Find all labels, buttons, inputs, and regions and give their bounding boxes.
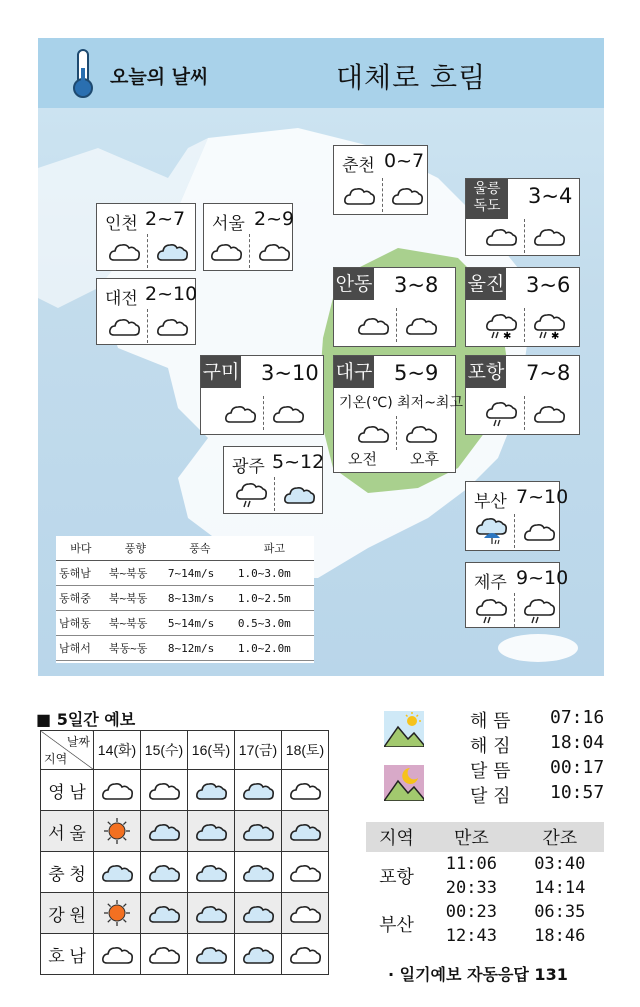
partly-cloudy-icon bbox=[188, 898, 234, 928]
partly-cloudy-icon bbox=[141, 898, 187, 928]
forecast-phone-info: · 일기예보 자동응답 131 bbox=[388, 965, 568, 984]
sea-cell: 북동~동 bbox=[106, 636, 165, 661]
partly-cloudy-icon bbox=[141, 857, 187, 887]
cloud-icon bbox=[141, 939, 187, 969]
tide-location: 포항 bbox=[379, 867, 414, 887]
pm-cloud-icon bbox=[404, 418, 438, 446]
tide-high: 20:33 bbox=[445, 878, 497, 898]
city-name: 대전 bbox=[105, 289, 138, 309]
city-daejeon bbox=[96, 278, 196, 345]
forecast-cell bbox=[94, 770, 141, 811]
city-temp-range: 5~9 bbox=[394, 361, 439, 385]
am-pm-divider bbox=[147, 234, 148, 268]
sea-cell: 7~14m/s bbox=[165, 561, 235, 586]
city-name: 포항 bbox=[466, 356, 506, 388]
forecast-cell bbox=[235, 934, 282, 975]
am-pm-divider bbox=[514, 593, 515, 627]
cloud-icon bbox=[282, 857, 328, 887]
city-andong bbox=[333, 267, 456, 347]
city-temp-range: 7~10 bbox=[516, 486, 569, 508]
tide-header: 간조 bbox=[516, 822, 604, 852]
city-temp-range: 5~12 bbox=[272, 451, 325, 473]
corner-region-label: 지역 bbox=[44, 752, 68, 766]
city-gumi bbox=[200, 355, 324, 435]
city-name: 춘천 bbox=[342, 156, 375, 176]
cloud-icon bbox=[94, 775, 140, 805]
forecast-cell bbox=[141, 811, 188, 852]
sun-icon bbox=[94, 898, 140, 928]
forecast-day: 18(토) bbox=[282, 731, 329, 770]
forecast-cell bbox=[188, 811, 235, 852]
sunrise-row bbox=[470, 707, 605, 733]
header-label: 오늘의 날씨 bbox=[110, 66, 209, 88]
city-chuncheon bbox=[333, 145, 428, 215]
sea-header: 풍향 bbox=[106, 536, 165, 561]
tide-row bbox=[366, 852, 604, 876]
sea-row bbox=[56, 611, 314, 636]
sea-row bbox=[56, 586, 314, 611]
partly-cloudy-icon bbox=[188, 775, 234, 805]
forecast-cell bbox=[141, 893, 188, 934]
astro-panel bbox=[380, 707, 608, 817]
sunrise-time: 07:16 bbox=[550, 707, 605, 728]
sunset-label: 해 짐 bbox=[470, 736, 511, 757]
am-rain-icon bbox=[474, 595, 508, 623]
am-pm-divider bbox=[147, 309, 148, 343]
am-pm-divider bbox=[524, 219, 525, 253]
partly-cloudy-icon bbox=[235, 857, 281, 887]
sea-cell: 북~북동 bbox=[106, 586, 165, 611]
city-daegu bbox=[333, 355, 463, 473]
temp-legend: 기온(℃) 최저~최고 bbox=[339, 395, 463, 411]
sunset-row bbox=[470, 732, 605, 758]
pm-cloud-icon bbox=[532, 398, 566, 426]
am-pm-divider bbox=[524, 308, 525, 342]
am-cloud-icon bbox=[484, 221, 518, 249]
sea-cell: 동해남 bbox=[56, 561, 106, 586]
city-name: 울진 bbox=[466, 268, 506, 300]
city-name: 서울 bbox=[212, 214, 245, 234]
sea-header: 파고 bbox=[235, 536, 314, 561]
forecast-row bbox=[41, 811, 329, 852]
am-pm-divider bbox=[524, 396, 525, 430]
am-rain-icon bbox=[234, 479, 268, 507]
city-name: 부산 bbox=[474, 492, 507, 512]
moonrise-label: 달 뜸 bbox=[470, 761, 511, 782]
tide-high: 11:06 bbox=[445, 854, 497, 874]
forecast-region: 충 청 bbox=[41, 852, 94, 893]
am-pm-divider bbox=[396, 416, 397, 450]
sea-cell: 1.0~3.0m bbox=[235, 561, 314, 586]
sea-cell: 북~북동 bbox=[106, 561, 165, 586]
partly-cloudy-icon bbox=[141, 816, 187, 846]
forecast-day: 16(목) bbox=[188, 731, 235, 770]
partly-cloudy-icon bbox=[188, 857, 234, 887]
pm-cloud-icon bbox=[155, 311, 189, 339]
forecast-table bbox=[40, 730, 329, 975]
tide-header: 만조 bbox=[427, 822, 515, 852]
pm-cloud-icon bbox=[532, 221, 566, 249]
forecast-cell bbox=[94, 852, 141, 893]
tide-table bbox=[366, 822, 604, 948]
am-cloud-icon bbox=[356, 310, 390, 338]
city-temp-range: 3~4 bbox=[528, 184, 573, 208]
moonrise-row bbox=[470, 757, 605, 783]
sea-header: 바다 bbox=[56, 536, 106, 561]
partly-cloudy-icon bbox=[235, 816, 281, 846]
moonrise-time: 00:17 bbox=[550, 757, 605, 778]
forecast-region: 강 원 bbox=[41, 893, 94, 934]
forecast-day: 15(수) bbox=[141, 731, 188, 770]
moonset-label: 달 짐 bbox=[470, 786, 511, 807]
city-name: 울릉 독도 bbox=[466, 179, 508, 219]
pm-rain-snow-icon bbox=[532, 310, 566, 338]
sea-cell: 0.5~3.0m bbox=[235, 611, 314, 636]
partly-cloudy-icon bbox=[235, 939, 281, 969]
forecast-cell bbox=[282, 893, 329, 934]
cloud-icon bbox=[141, 775, 187, 805]
city-seoul bbox=[203, 203, 293, 271]
forecast-cell bbox=[94, 893, 141, 934]
forecast-cell bbox=[282, 811, 329, 852]
sea-cell: 남해동 bbox=[56, 611, 106, 636]
tide-header: 지역 bbox=[366, 822, 427, 852]
am-pm-divider bbox=[396, 308, 397, 342]
city-ulleung bbox=[465, 178, 580, 256]
pm-rain-icon bbox=[522, 595, 556, 623]
am-pm-divider bbox=[263, 396, 264, 430]
city-temp-range: 3~6 bbox=[526, 273, 571, 297]
partly-cloudy-icon bbox=[235, 898, 281, 928]
moonset-time: 10:57 bbox=[550, 782, 605, 803]
forecast-cell bbox=[188, 852, 235, 893]
forecast-cell bbox=[141, 852, 188, 893]
sea-row bbox=[56, 636, 314, 661]
pm-cloud-icon bbox=[522, 516, 556, 544]
moonrise-mountain-icon bbox=[384, 765, 424, 801]
tide-low: 03:40 bbox=[534, 854, 586, 874]
pm-label: 오후 bbox=[410, 450, 439, 468]
city-temp-range: 3~8 bbox=[394, 273, 439, 297]
pm-partly-cloudy-icon bbox=[155, 236, 189, 264]
city-name: 안동 bbox=[334, 268, 374, 300]
am-rain-snow-icon bbox=[484, 310, 518, 338]
forecast-corner bbox=[41, 731, 94, 770]
city-temp-range: 2~10 bbox=[145, 283, 198, 305]
tide-low: 18:46 bbox=[534, 926, 586, 946]
sea-row bbox=[56, 561, 314, 586]
thermometer-icon bbox=[70, 48, 96, 98]
sun-icon bbox=[94, 816, 140, 846]
corner-date-label: 날짜 bbox=[66, 735, 90, 749]
pm-cloud-icon bbox=[271, 398, 305, 426]
forecast-cell bbox=[282, 852, 329, 893]
city-pohang bbox=[465, 355, 580, 435]
city-name: 대구 bbox=[334, 356, 374, 388]
tide-row bbox=[366, 900, 604, 924]
city-temp-range: 2~7 bbox=[145, 208, 186, 230]
forecast-region: 영 남 bbox=[41, 770, 94, 811]
sea-cell: 남해서 bbox=[56, 636, 106, 661]
cloud-icon bbox=[282, 939, 328, 969]
sea-cell: 1.0~2.5m bbox=[235, 586, 314, 611]
city-gwangju bbox=[223, 446, 323, 514]
tide-low: 06:35 bbox=[534, 902, 586, 922]
am-cloud-icon bbox=[223, 398, 257, 426]
city-busan bbox=[465, 481, 569, 551]
forecast-cell bbox=[282, 770, 329, 811]
forecast-day: 14(화) bbox=[94, 731, 141, 770]
sea-table bbox=[56, 536, 314, 663]
forecast-region: 호 남 bbox=[41, 934, 94, 975]
am-cloud-icon bbox=[342, 180, 376, 208]
sea-cell: 8~13m/s bbox=[165, 586, 235, 611]
pm-partly-cloudy-icon bbox=[282, 479, 316, 507]
am-pm-divider bbox=[249, 234, 250, 268]
tide-location: 부산 bbox=[379, 915, 414, 935]
moonset-row bbox=[470, 782, 605, 808]
city-name: 구미 bbox=[201, 356, 241, 388]
cloud-icon bbox=[94, 939, 140, 969]
map-header bbox=[38, 38, 604, 108]
partly-cloudy-icon bbox=[188, 816, 234, 846]
tide-low: 14:14 bbox=[534, 878, 586, 898]
forecast-row bbox=[41, 852, 329, 893]
partly-cloudy-icon bbox=[235, 775, 281, 805]
sunrise-label: 해 뜸 bbox=[470, 711, 511, 732]
forecast-cell bbox=[188, 893, 235, 934]
am-cloud-icon bbox=[356, 418, 390, 446]
forecast-cell bbox=[188, 934, 235, 975]
tide-high: 12:43 bbox=[445, 926, 497, 946]
am-cloud-icon bbox=[209, 236, 243, 264]
am-label: 오전 bbox=[348, 450, 377, 468]
forecast-cell bbox=[94, 934, 141, 975]
sunset-time: 18:04 bbox=[550, 732, 605, 753]
forecast-cell bbox=[235, 811, 282, 852]
forecast-region: 서 울 bbox=[41, 811, 94, 852]
forecast-title: ■ 5일간 예보 bbox=[36, 710, 136, 729]
city-name: 인천 bbox=[105, 214, 138, 234]
sea-cell: 8~12m/s bbox=[165, 636, 235, 661]
sea-cell: 동해중 bbox=[56, 586, 106, 611]
forecast-day: 17(금) bbox=[235, 731, 282, 770]
pm-cloud-icon bbox=[404, 310, 438, 338]
forecast-cell bbox=[235, 893, 282, 934]
forecast-cell bbox=[235, 852, 282, 893]
sea-cell: 5~14m/s bbox=[165, 611, 235, 636]
forecast-row bbox=[41, 893, 329, 934]
forecast-cell bbox=[282, 934, 329, 975]
forecast-cell bbox=[141, 934, 188, 975]
city-jeju bbox=[465, 562, 569, 628]
tide-high: 00:23 bbox=[445, 902, 497, 922]
am-pm-divider bbox=[382, 178, 383, 212]
pm-cloud-icon bbox=[390, 180, 424, 208]
am-umbrella-rain-icon bbox=[474, 516, 508, 544]
am-cloud-icon bbox=[107, 236, 141, 264]
forecast-cell bbox=[235, 770, 282, 811]
city-temp-range: 9~10 bbox=[516, 567, 569, 589]
sea-cell: 북~북동 bbox=[106, 611, 165, 636]
forecast-cell bbox=[141, 770, 188, 811]
city-temp-range: 7~8 bbox=[526, 361, 571, 385]
weather-summary: 대체로 흐림 bbox=[336, 61, 487, 94]
am-rain-icon bbox=[484, 398, 518, 426]
svg-text:✱: ✱ bbox=[502, 331, 511, 340]
cloud-icon bbox=[282, 775, 328, 805]
partly-cloudy-icon bbox=[282, 816, 328, 846]
svg-text:✱: ✱ bbox=[550, 331, 559, 340]
city-temp-range: 0~7 bbox=[384, 150, 425, 172]
pm-cloud-icon bbox=[257, 236, 291, 264]
partly-cloudy-icon bbox=[188, 939, 234, 969]
sunrise-mountain-icon bbox=[384, 711, 424, 747]
city-incheon bbox=[96, 203, 196, 271]
cloud-icon bbox=[282, 898, 328, 928]
am-pm-divider bbox=[274, 477, 275, 511]
forecast-cell bbox=[188, 770, 235, 811]
city-name: 제주 bbox=[474, 573, 507, 593]
forecast-cell bbox=[94, 811, 141, 852]
sea-header: 풍속 bbox=[165, 536, 235, 561]
forecast-row bbox=[41, 770, 329, 811]
forecast-row bbox=[41, 934, 329, 975]
partly-cloudy-icon bbox=[94, 857, 140, 887]
city-temp-range: 2~9 bbox=[254, 208, 295, 230]
am-pm-divider bbox=[514, 514, 515, 548]
am-cloud-icon bbox=[107, 311, 141, 339]
city-name: 광주 bbox=[232, 457, 265, 477]
sea-cell: 1.0~2.0m bbox=[235, 636, 314, 661]
city-temp-range: 3~10 bbox=[261, 361, 319, 385]
city-uljin bbox=[465, 267, 580, 347]
